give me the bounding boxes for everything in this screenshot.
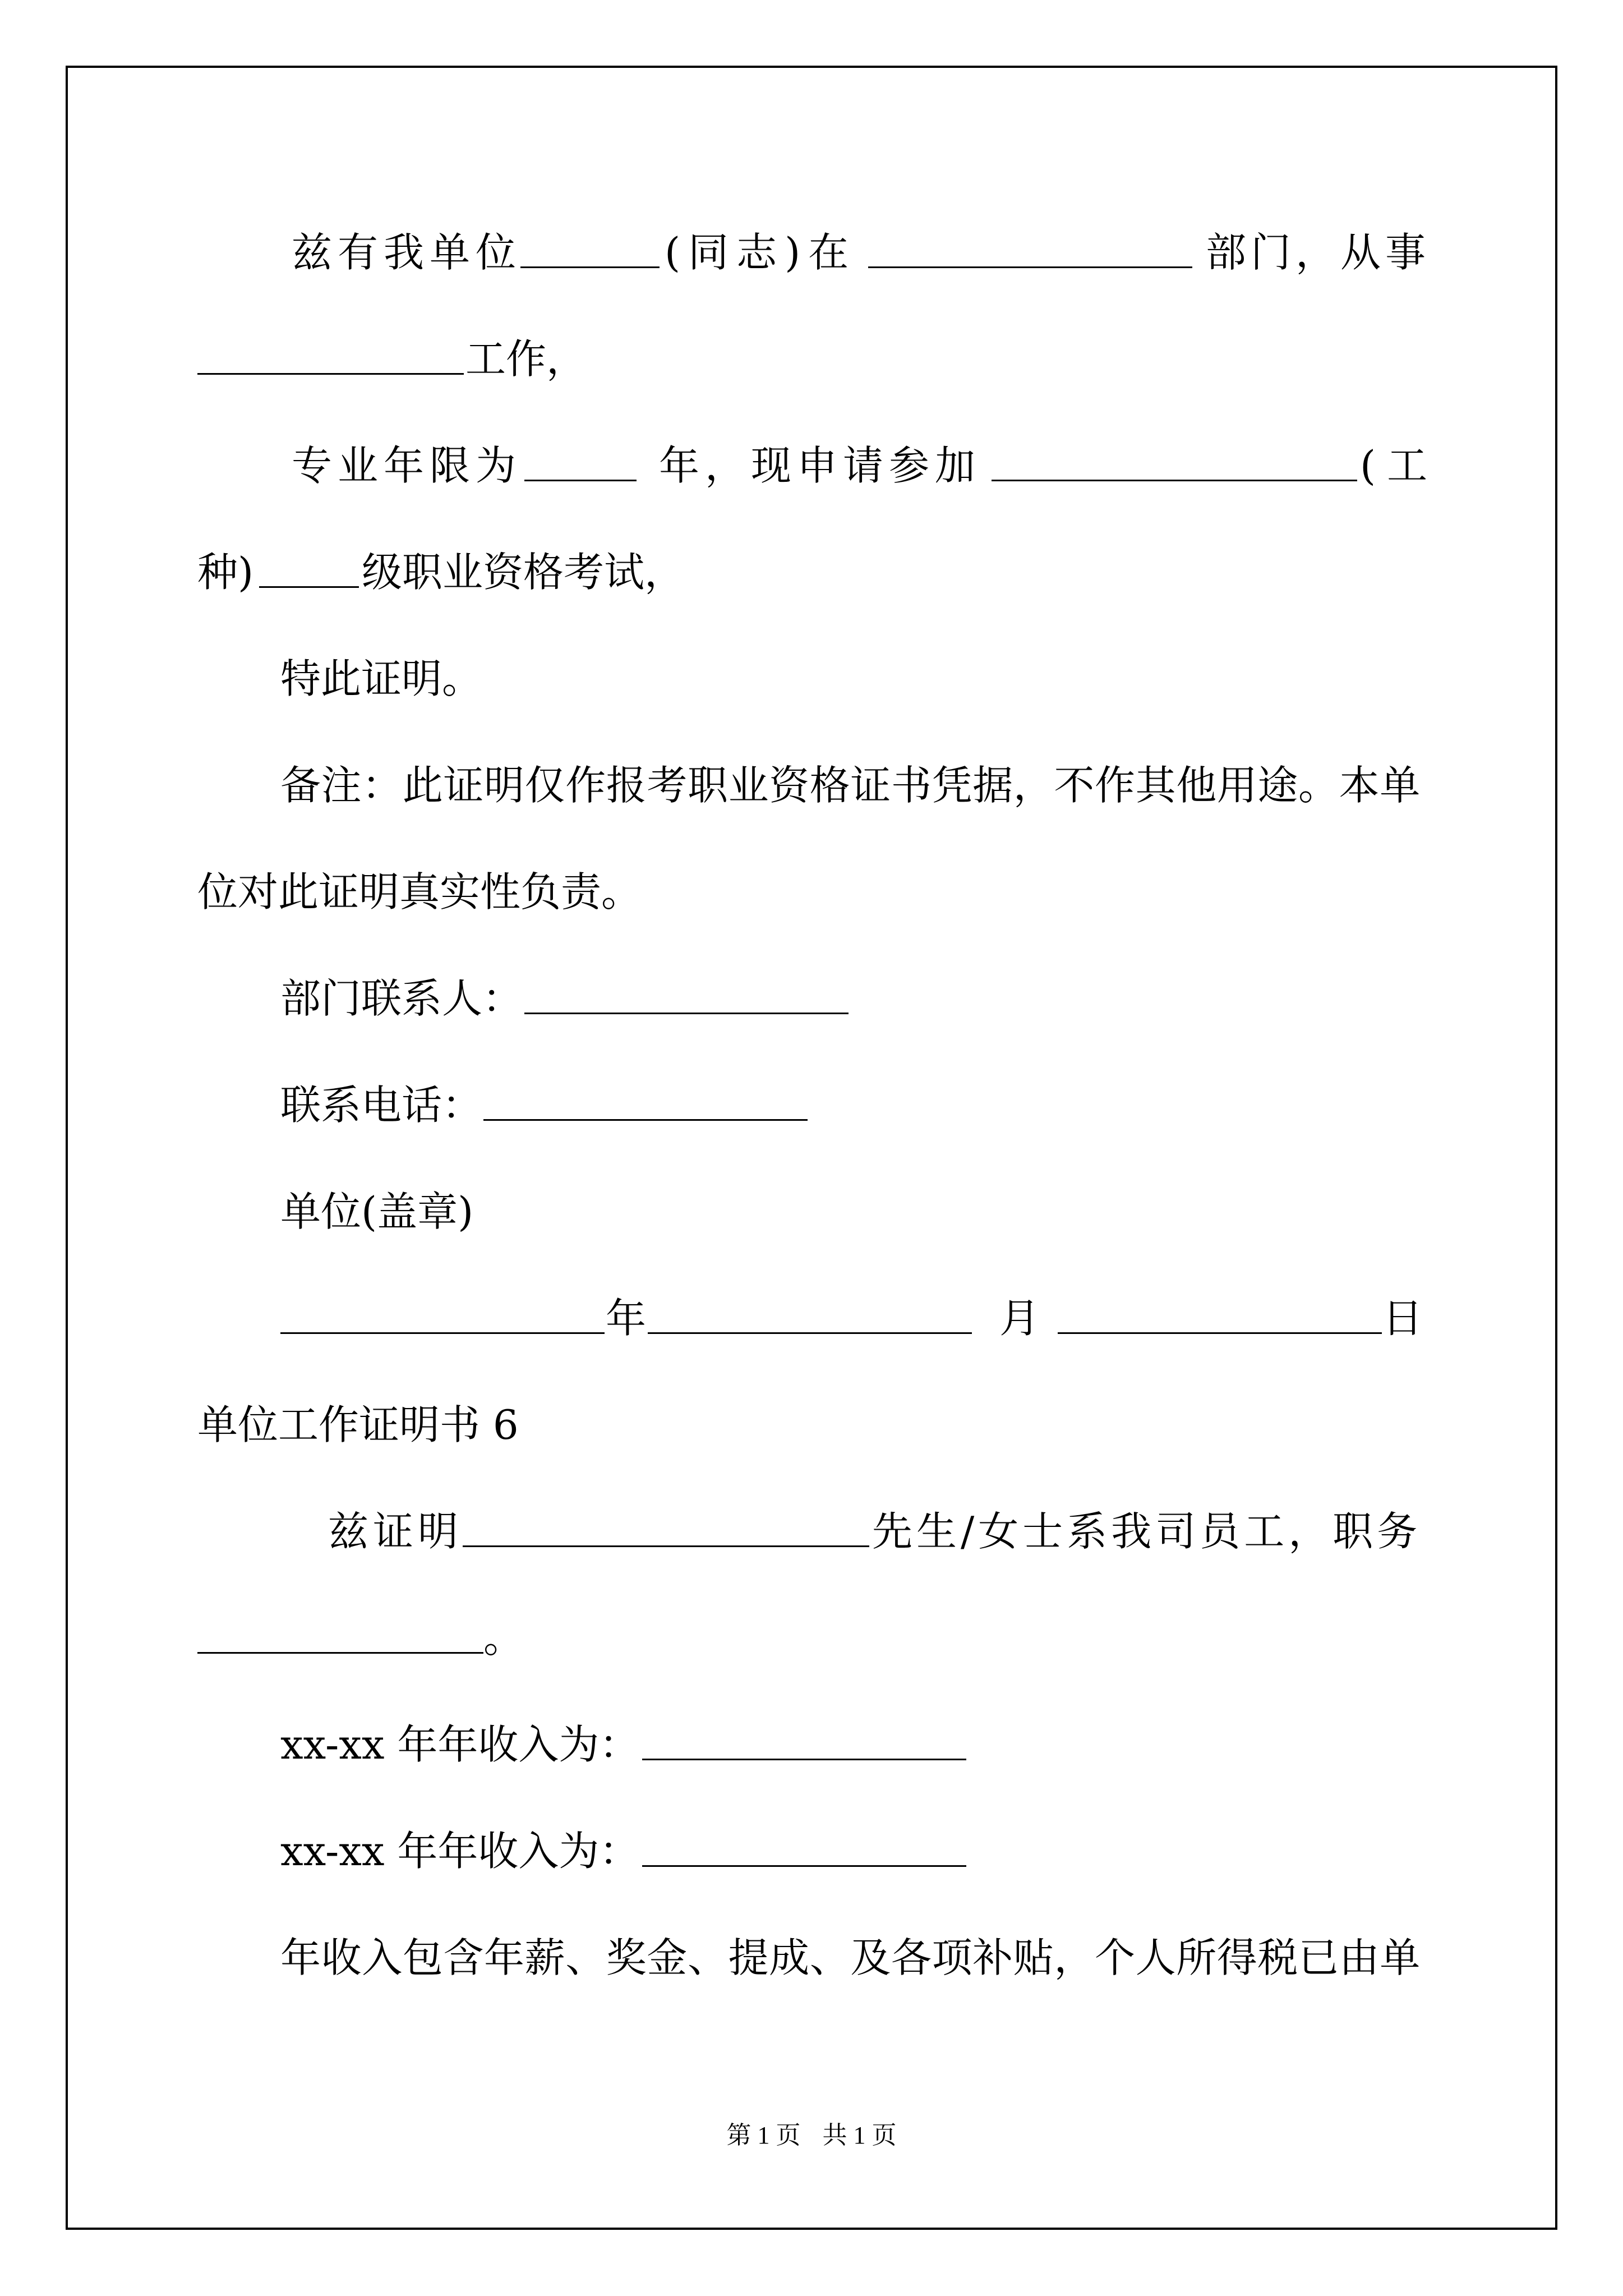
text-segment: 年，现申请参加 — [659, 442, 981, 489]
paragraph-line — [0, 1714, 1623, 1775]
paragraph-line — [0, 435, 1623, 496]
text-segment: 月 — [999, 1295, 1040, 1342]
section-heading — [0, 1394, 1623, 1456]
paragraph-line — [0, 1927, 1623, 1989]
paragraph-line — [0, 648, 1623, 710]
year-blank[interactable] — [280, 1332, 605, 1334]
text-segment: 级职业资格考试， — [362, 549, 685, 596]
income-blank[interactable] — [642, 1865, 966, 1867]
text-segment: 年 — [606, 1295, 647, 1342]
page-total: 共 1 页 — [822, 2122, 897, 2149]
text-segment: 兹有我单位 — [292, 229, 522, 276]
paragraph-line — [0, 541, 1623, 603]
income-blank[interactable] — [642, 1759, 966, 1760]
phone-blank[interactable] — [483, 1119, 808, 1121]
text-segment: 种) — [197, 549, 254, 596]
page-number: 第 1 页 — [726, 2122, 801, 2149]
contact-person-blank[interactable] — [524, 1013, 849, 1014]
paragraph-line — [0, 754, 1623, 816]
text-segment: 日 — [1382, 1295, 1423, 1342]
text-segment: 部门联系人： — [280, 975, 523, 1022]
text-segment: (工 — [1360, 442, 1439, 489]
text-segment: 位对此证明真实性负责。 — [197, 868, 642, 915]
paragraph-line — [0, 222, 1623, 283]
text-segment: 先生/女士系我司员工，职务 — [872, 1508, 1422, 1555]
text-segment: 兹证明 — [328, 1508, 463, 1555]
text-segment: 特此证明。 — [280, 655, 483, 702]
position-blank[interactable] — [197, 1652, 483, 1654]
paragraph-line — [0, 1074, 1623, 1136]
text-segment: 年收入包含年薪、奖金、提成、及各项补贴，个人所得税已由单 — [280, 1934, 1421, 1981]
paragraph-line — [0, 1607, 1623, 1669]
page-border — [66, 66, 1557, 2230]
name-blank[interactable] — [463, 1545, 869, 1547]
paragraph-line — [0, 328, 1623, 390]
text-segment: 备注：此证明仅作报考职业资格证书凭据，不作其他用途。本单 — [280, 762, 1421, 809]
fill-in-blank[interactable] — [868, 266, 1192, 268]
month-blank[interactable] — [648, 1332, 972, 1334]
text-segment: xx-xx 年年收入为： — [280, 1828, 640, 1875]
fill-in-blank[interactable] — [524, 480, 637, 481]
text-segment: 。 — [483, 1614, 524, 1662]
text-segment: xx-xx 年年收入为： — [280, 1721, 640, 1768]
text-segment: 工作， — [465, 335, 587, 383]
paragraph-line — [0, 1820, 1623, 1882]
fill-in-blank[interactable] — [992, 480, 1357, 481]
fill-in-blank[interactable] — [197, 373, 464, 375]
text-segment: 单位工作证明书 6 — [197, 1401, 519, 1448]
page-footer — [0, 2115, 1623, 2151]
text-segment: 部门，从事 — [1206, 229, 1431, 276]
paragraph-line — [0, 1501, 1623, 1562]
paragraph-line — [0, 1181, 1623, 1243]
text-segment: (同志)在 — [665, 229, 857, 276]
text-segment: 联系电话： — [280, 1082, 483, 1129]
day-blank[interactable] — [1058, 1332, 1382, 1334]
date-line — [0, 1287, 1623, 1349]
paragraph-line — [0, 968, 1623, 1029]
fill-in-blank[interactable] — [520, 266, 660, 268]
text-segment: 专业年限为 — [292, 442, 522, 489]
paragraph-line — [0, 861, 1623, 923]
text-segment: 单位(盖章) — [280, 1188, 474, 1235]
fill-in-blank[interactable] — [259, 586, 359, 588]
